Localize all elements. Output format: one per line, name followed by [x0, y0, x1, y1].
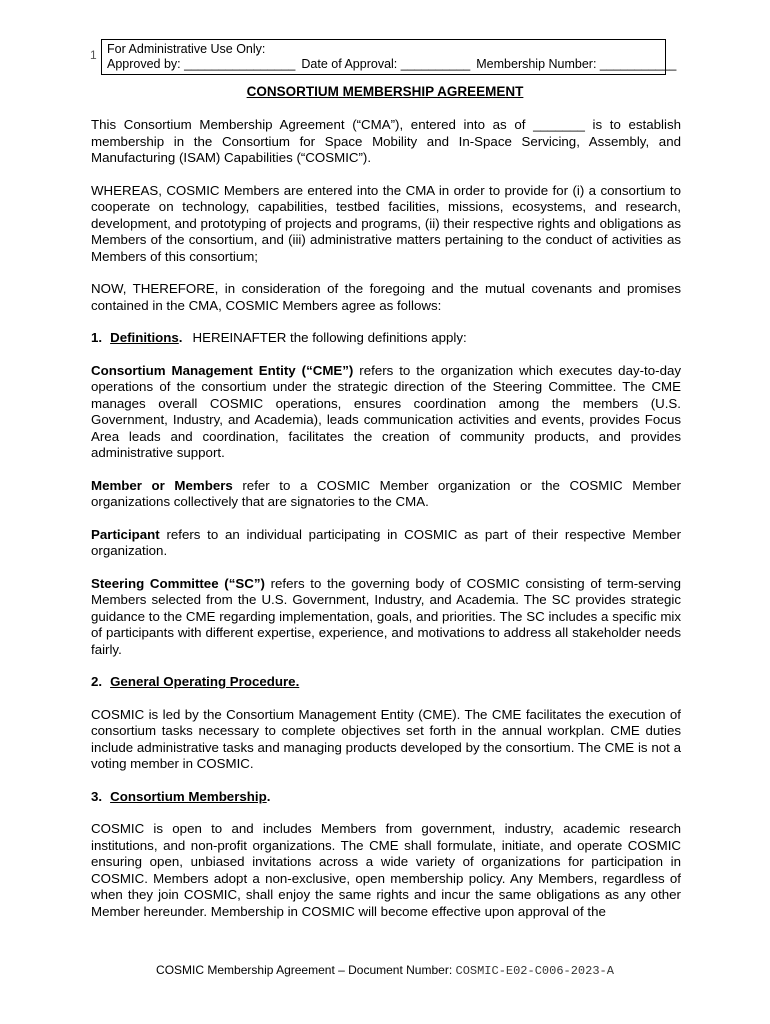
now-therefore-paragraph: NOW, THEREFORE, in consideration of the foregoing and the mutual covenants and promises contained in the CMA, COSMIC Members agree as follows: [91, 281, 681, 313]
definition-steering-committee [91, 576, 681, 659]
definition-term: Participant [91, 526, 160, 542]
section-2-number: 2. [91, 674, 103, 689]
definition-term: Consortium Management Entity (“CME”) [91, 362, 354, 378]
section-2-heading [91, 674, 681, 691]
definition-cme [91, 363, 681, 462]
document-body [91, 117, 681, 936]
admin-label: For Administrative Use Only: [107, 42, 266, 56]
section-1-heading [91, 330, 681, 347]
document-title: CONSORTIUM MEMBERSHIP AGREEMENT [246, 84, 524, 99]
section-1-number: 1. [91, 330, 103, 345]
intro-paragraph: This Consortium Membership Agreement (“CMA”), entered into as of _______ is to establish membership in the Consortium for Space Mobility and In-Space Servicing, Assembly, and Manufacturing (ISAM) Capabilities (“COSMIC”). [91, 117, 681, 165]
membership-number-field: Membership Number: ___________ [476, 57, 677, 71]
definition-term: Member or Members [91, 477, 233, 493]
admin-use-box [101, 39, 677, 75]
section-3-title: Consortium Membership [110, 788, 267, 804]
admin-fields-row [107, 57, 677, 72]
section-3-number: 3. [91, 788, 103, 804]
definition-text: refers to an individual participating in COSMIC as part of their respective Member organization. [91, 526, 681, 558]
definition-participant [91, 527, 681, 560]
section-1-intro: HEREINAFTER the following definitions apply: [192, 330, 467, 345]
whereas-paragraph: WHEREAS, COSMIC Members are entered into the CMA in order to provide for (i) a consortium to cooperate on technology, capabilities, testbed facilities, missions, ecosystems, and research, development, and prototyping of projects and programs, (ii) their respective rights and obligations as Members of the consortium, and (iii) administrative matters pertaining to the conduct of activities as Members of this consortium; [91, 182, 681, 264]
date-of-approval-field: Date of Approval: __________ [301, 57, 471, 71]
definition-text: refers to the organization which executes day-to-day operations of the consortium under the strategic direction of the Steering Committee. The CME manages overall COSMIC operations, ensures coordination among the members (U.S. Government, Industry, and Academia), leads communication activities and events, provides Focus Area leads and coordination, facilitates the creation of community products, and provides administrative support. [91, 362, 682, 460]
footer-label: COSMIC Membership Agreement – Document Number: [156, 963, 456, 977]
definition-term: Steering Committee (“SC”) [91, 575, 265, 591]
section-2-title: General Operating Procedure. [110, 674, 300, 689]
section-3-paragraph: COSMIC is open to and includes Members from government, industry, academic research institutions, and non-profit organizations. The CME shall formulate, initiate, and operate COSMIC ensuring open, unbiased invitations across a wide variety of organizations for participation in COSMIC. Members adopt a non-exclusive, open membership policy. Any Members, regardless of when they join COSMIC, shall enjoy the same rights and incur the same obligations as any other Member hereunder. Membership in COSMIC will become effective upon approval of the [91, 821, 681, 919]
definition-text: refers to the governing body of COSMIC consisting of term-serving Members selected from the U.S. Government, Industry, and Academia. The SC provides strategic guidance to the CME regarding implementation, goals, and priorities. The SC includes a specific mix of participants with different expertise, experience, and motivations to address all stakeholder needs fairly. [91, 575, 681, 657]
document-number: COSMIC-E02-C006-2023-A [455, 964, 614, 978]
section-3-punct: . [266, 788, 271, 804]
section-3-heading [91, 789, 681, 806]
page-footer [0, 963, 770, 978]
page-number: 1 [90, 48, 97, 62]
section-1-punct: . [178, 330, 183, 345]
section-1-title: Definitions [110, 330, 179, 345]
definition-text: refer to a COSMIC Member organization or the COSMIC Member organizations collectively that are signatories to the CMA. [91, 477, 681, 509]
definition-member [91, 478, 681, 511]
approved-by-field: Approved by: ________________ [107, 57, 296, 71]
section-2-paragraph: COSMIC is led by the Consortium Management Entity (CME). The CME facilitates the execution of consortium tasks necessary to complete objectives set forth in the annual workplan. CME duties include administrative tasks and managing products developed by the consortium. The CME is not a voting member in COSMIC. [91, 706, 681, 771]
